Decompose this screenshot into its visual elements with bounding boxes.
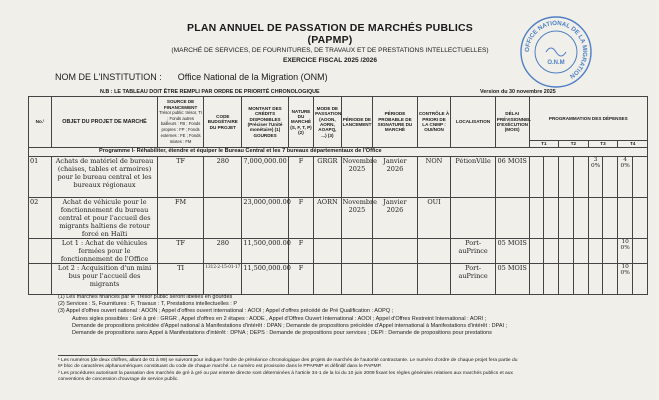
note-3b: Autres sigles possibles : Gré à gré : GRGR , Appel d'offres en 2 étapes : AODE , Appel d'Offres Ouvert International : AOOI ; Appel d'Offres Restreint International : AORI ; [72,315,487,322]
cell-localisation: Port-auPrince [451,239,495,264]
institution-name: Office National de la Migration (ONM) [177,72,328,82]
cell-montant: 23,000,000.00 [242,198,288,239]
col-objet: OBJET DU PROJET DE MARCHÉ [52,97,158,148]
cell-code: 280 [204,157,242,198]
cell-controle: OUI [417,198,451,239]
cell-t4: 40% [618,157,633,198]
col-nature: NATURE DU MARCHÉ (S, F, T, P) (2) [288,97,313,148]
cell-lancement: Novembre 2025 [341,157,373,198]
footnote-1: ¹ Les numéros (de deux chiffres, allant de 01 à 99) se suivront pour indiquer l'ordre de préséance chronologique des projets de marchés de l'autorité contractante. Le numéro d'ordre de chaque projet fera partie du [58,358,518,363]
table-header-row [29,97,648,141]
col-t1: T1 [529,141,559,148]
onm-stamp-seal [518,14,594,90]
cell-signature: Janvier 2026 [373,198,417,239]
cell-controle: NON [417,157,451,198]
cell-lancement [341,264,373,295]
cell-controle [417,239,451,264]
cell-delai: 05 MOIS [495,239,529,264]
col-montant: MONTANT DES CRÉDITS DISPONIBLES (Préciser l'Unité monétaire) (1) GOURDES [242,97,288,148]
note-3d: Demande de propositions sans Appel à Manifestations d'intérêt : DPNA ; DEPS : Demande de propositions pour services ; DEPI : Demande de propositions pour prestations [72,330,492,337]
footnote-divider [58,355,198,356]
priority-note: N.B : LE TABLEAU DOIT ÊTRE REMPLI PAR ORDRE DE PRIORITÉ CHRONOLOGIQUE [100,89,320,95]
table-row [29,198,648,239]
cell-source: FM [157,198,203,239]
cell-objet: Lot 1 : Achat de véhicules fermées pour le fonctionnement de l'Office [52,239,158,264]
cell-montant: 11,500,000.00 [242,264,288,295]
cell-montant: 7,000,000.00 [242,157,288,198]
cell-t3 [588,264,603,295]
cell-objet: Lot 2 : Acquisition d'un mini bus pour l'accueil des migrants [52,264,158,295]
note-2: (2) Services : S, Fournitures : F, Travaux : T, Prestations intellectuelles : P [58,301,238,308]
cell-t3 [588,239,603,264]
cell-source: TF [157,239,203,264]
footnote-1b: 6ᵉ bloc de caractères alphanumériques constituant du code de chaque marché. Le numéro est provisoire dans le PPAPMP et définitif dans le PAPMP. [58,364,382,370]
cell-mode [314,264,341,295]
cell-mode [314,239,341,264]
svg-text:OFFICE NATIONAL DE LA MIGRATIO: OFFICE NATIONAL DE LA MIGRATION [523,19,589,80]
col-no: No.¹ [29,97,52,148]
note-3: (3) Appel d'offres ouvert national : AOON ; Appel d'offres ouvert international : AOOI ; Appel d'offres précédé de Pré Qualification : AOPQ ; [58,308,394,315]
col-localisation: LOCALISATION [451,97,495,148]
col-t2: T2 [559,141,589,148]
col-delai: DÉLAI PRÉVISIONNEL D'EXÉCUTION (MOIS) [495,97,529,148]
cell-code: 1312-2-15-01-17 [204,264,242,295]
col-controle: CONTRÔLE À PRIORI DE LA CNMP : OUI/NON [417,97,451,148]
footnotes [58,358,648,384]
cell-code: 280 [204,239,242,264]
cell-signature [373,239,417,264]
col-source: SOURCE DE FINANCEMENT Trésor public: trésor, TI ; Fonds autres bailleurs : FB ; Fonds propres : FP ; Fonds externes : FE ; Fonds mixtes : FM [157,97,203,148]
cell-mode: GRGR [314,157,341,198]
programme-title: Programme I- Réhabiliter, étendre et équiper le Bureau Central et les 7 bureaux départementaux de l'Office [29,148,648,157]
document-title: PLAN ANNUEL DE PASSATION DE MARCHÉS PUBLICS (PAPMP) [187,22,473,46]
institution-line [55,72,328,82]
col-t3: T3 [588,141,618,148]
cell-nature: F [288,157,313,198]
cell-delai [495,198,529,239]
cell-delai: 06 MOIS [495,157,529,198]
cell-source: TI [157,264,203,295]
col-t4: T4 [618,141,648,148]
fiscal-year: EXERCICE FISCAL 2025 /2026 [282,57,378,64]
table-row [29,239,648,264]
cell-signature [373,264,417,295]
footnote-2b: conventions de concession d'ouvrage de service public. [58,377,179,383]
note-3c: Demande de propositions précédée d'Appel national à Manifestations d'intérêt : DPAN ; Demande de propositions précédée d'Appel international à Manifestations d'intérêt : DPAI ; [72,322,508,329]
cell-no: 01 [29,157,52,198]
cell-objet: Achats de matériel de bureau (chaises, tables et armoires) pour le bureau central et les bureaux régionaux [52,157,158,198]
cell-t4: 100% [618,264,633,295]
cell-mode: AORN [314,198,341,239]
cell-lancement [341,239,373,264]
cell-no [29,264,52,295]
cell-nature: F [288,239,313,264]
col-periode-lancement: PÉRIODE DE LANCEMENT [341,97,373,148]
cell-signature: Janvier 2026 [373,157,417,198]
table-row [29,264,648,295]
programme-row [29,148,648,157]
procurement-table [28,96,648,295]
col-periode-signature: PÉRIODE PROBABLE DE SIGNATURE DU MARCHÉ [373,97,417,148]
document-subtitle: (MARCHÉ DE SERVICES, DE FOURNITURES, DE TRAVAUX ET DE PRESTATIONS INTELLECTUELLES) [171,47,489,54]
cell-localisation: Port-auPrince [451,264,495,295]
note-1: (1) Les marchés financés par le Trésor public seront libellés en gourdes [58,294,233,300]
institution-label: NOM DE L'INSTITUTION : [55,72,162,82]
cell-no [29,239,52,264]
cell-delai: 05 MOIS [495,264,529,295]
cell-source: TF [157,157,203,198]
cell-code [204,198,242,239]
cell-nature: F [288,264,313,295]
cell-localisation [451,198,495,239]
table-row [29,157,648,198]
cell-objet: Achat de véhicule pour le fonctionnement du bureau central et pour l'accueil des migrants haïtiens de retour forcé en Haïti [52,198,158,239]
cell-montant: 11,500,000.00 [242,239,288,264]
cell-controle [417,264,451,295]
col-mode: MODE DE PASSATION (AOON, AORN, AOAPQ, ...) (3) [314,97,341,148]
cell-t4 [618,198,633,239]
svg-text:O.N.M: O.N.M [547,60,565,66]
col-code: CODE BUDGÉTAIRE DU PROJET [204,97,242,148]
cell-t3: 30% [588,157,603,198]
version-date: Version du 30 novembre 2025 [480,89,556,95]
table-notes [58,294,648,337]
cell-t4: 100% [618,239,633,264]
cell-t3 [588,198,603,239]
col-programmation: PROGRAMMATION DES DÉPENSES [529,97,647,141]
cell-lancement: Novembre 2025 [341,198,373,239]
footnote-2: ² Les procédures autorisant la passation des marchés de gré à gré ou par entente directe sont déterminées à l'article 34-1 de la loi du 10 juin 2009 fixant les règles générales relatives aux marchés publics et aux [58,370,513,376]
cell-nature: F [288,198,313,239]
cell-localisation: PétionVille [451,157,495,198]
cell-no: 02 [29,198,52,239]
